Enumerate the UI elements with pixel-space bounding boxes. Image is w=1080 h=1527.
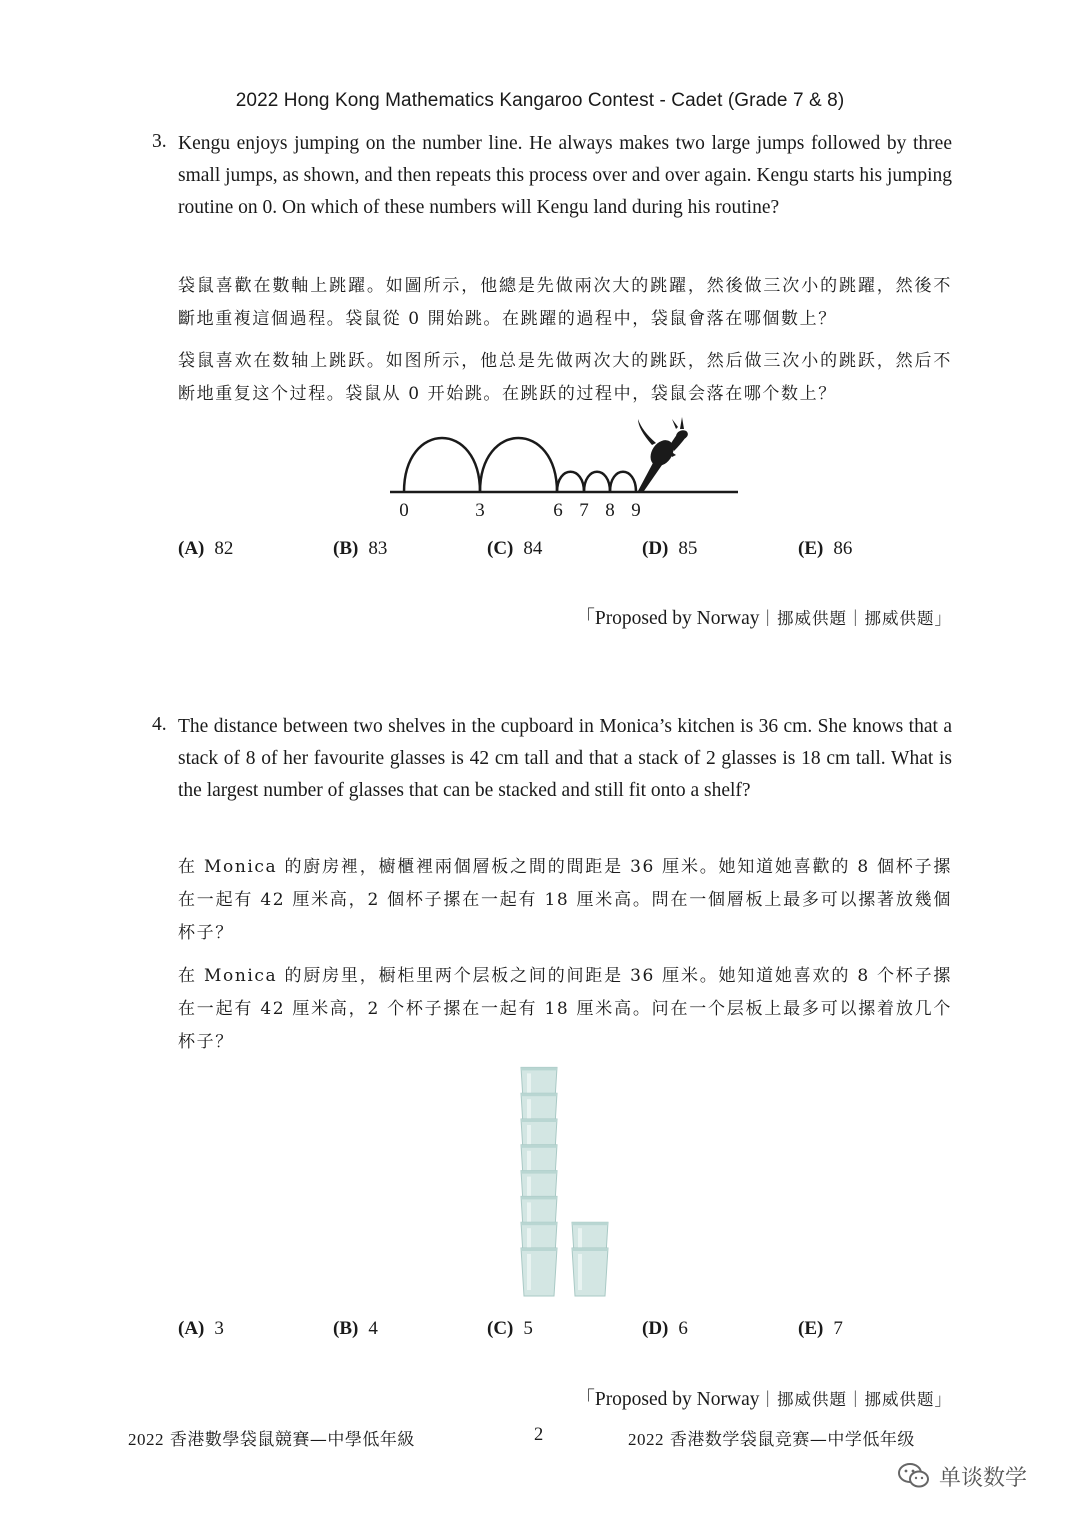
q4-option-d[interactable]: (D) 6 <box>642 1318 688 1339</box>
number-line-label: 9 <box>631 500 641 521</box>
q4-text-en: The distance between two shelves in the cupboard in Monica’s kitchen is 36 cm. She knows that a stack of 8 of her favourite glasses is 42 cm tall and that a stack of 2 glasses is 18 cm tall. What is the largest number of glasses that can be stacked and still fit onto a shelf? <box>178 716 952 801</box>
large-jump-arc-1 <box>404 438 480 492</box>
q3-number: 3. <box>152 131 167 152</box>
footer-right: 2022 香港数学袋鼠竞赛—中学低年级 <box>628 1430 915 1450</box>
q3-option-c[interactable]: (C) 84 <box>487 538 543 559</box>
number-line-label: 0 <box>399 500 409 521</box>
q4-option-c[interactable]: (C) 5 <box>487 1318 533 1339</box>
small-jump-arc-1 <box>557 472 584 492</box>
q3-text-zh-simp: 袋鼠喜欢在数轴上跳跃。如图所示，他总是先做两次大的跳跃，然后做三次小的跳跃，然后不断地重复这个过程。袋鼠从 0 开始跳。在跳跃的过程中，袋鼠会落在哪个数上？ <box>178 351 952 404</box>
q4-glasses-figure <box>510 1060 620 1300</box>
large-jump-arc-2 <box>480 438 557 492</box>
page-header-title: 2022 Hong Kong Mathematics Kangaroo Contest - Cadet (Grade 7 & 8) <box>235 90 845 111</box>
wechat-icon <box>897 1461 931 1491</box>
q4-option-b[interactable]: (B) 4 <box>333 1318 378 1339</box>
q3-option-a[interactable]: (A) 82 <box>178 538 234 559</box>
q4-text-zh-simp: 在 Monica 的厨房里，橱柜里两个层板之间的间距是 36 厘米。她知道她喜欢的 8 个杯子摞在一起有 42 厘米高，2 个杯子摞在一起有 18 厘米高。问在一个层板上最多可以摞着放几个杯子？ <box>178 966 952 1052</box>
q3-option-e[interactable]: (E) 86 <box>798 538 853 559</box>
q3-number-line-figure <box>380 415 750 525</box>
q4-option-e[interactable]: (E) 7 <box>798 1318 843 1339</box>
q3-text-zh-trad: 袋鼠喜歡在數軸上跳躍。如圖所示，他總是先做兩次大的跳躍，然後做三次小的跳躍，然後不斷地重複這個過程。袋鼠從 0 開始跳。在跳躍的過程中，袋鼠會落在哪個數上？ <box>178 276 952 329</box>
number-line-label: 7 <box>579 500 589 521</box>
q3-text-en: Kengu enjoys jumping on the number line. He always makes two large jumps followed by three small jumps, as shown, and then repeats this process over and over again. Kengu starts his jumping routine on 0. On which of these numbers will Kengu land during his routine? <box>178 133 952 218</box>
q4-options <box>178 1318 952 1348</box>
q3-option-b[interactable]: (B) 83 <box>333 538 388 559</box>
glass-tall-0 <box>521 1248 557 1296</box>
q4-option-a[interactable]: (A) 3 <box>178 1318 224 1339</box>
q3-options <box>178 538 952 568</box>
small-jump-arc-2 <box>584 472 610 492</box>
q4-proposer: 「Proposed by Norway｜挪威供題｜挪威供题」 <box>575 1389 952 1410</box>
watermark-text: 单谈数学 <box>939 1465 1028 1491</box>
q3-proposer: 「Proposed by Norway｜挪威供題｜挪威供题」 <box>575 608 952 629</box>
small-jump-arc-3 <box>610 472 636 492</box>
watermark <box>897 1454 1027 1498</box>
q3-option-d[interactable]: (D) 85 <box>642 538 698 559</box>
glass-short-0 <box>572 1248 608 1296</box>
footer-page-number: 2 <box>534 1425 544 1445</box>
number-line-label: 6 <box>553 500 563 521</box>
footer-left: 2022 香港數學袋鼠競賽—中學低年級 <box>128 1430 415 1450</box>
q4-text-zh-trad: 在 Monica 的廚房裡，櫥櫃裡兩個層板之間的間距是 36 厘米。她知道她喜歡的 8 個杯子摞在一起有 42 厘米高，2 個杯子摞在一起有 18 厘米高。問在一個層板上最多可以摞著放幾個杯子？ <box>178 857 952 943</box>
number-line-label: 8 <box>605 500 615 521</box>
kangaroo-icon <box>638 417 689 491</box>
q4-number: 4. <box>152 714 167 735</box>
number-line-label: 3 <box>475 500 485 521</box>
